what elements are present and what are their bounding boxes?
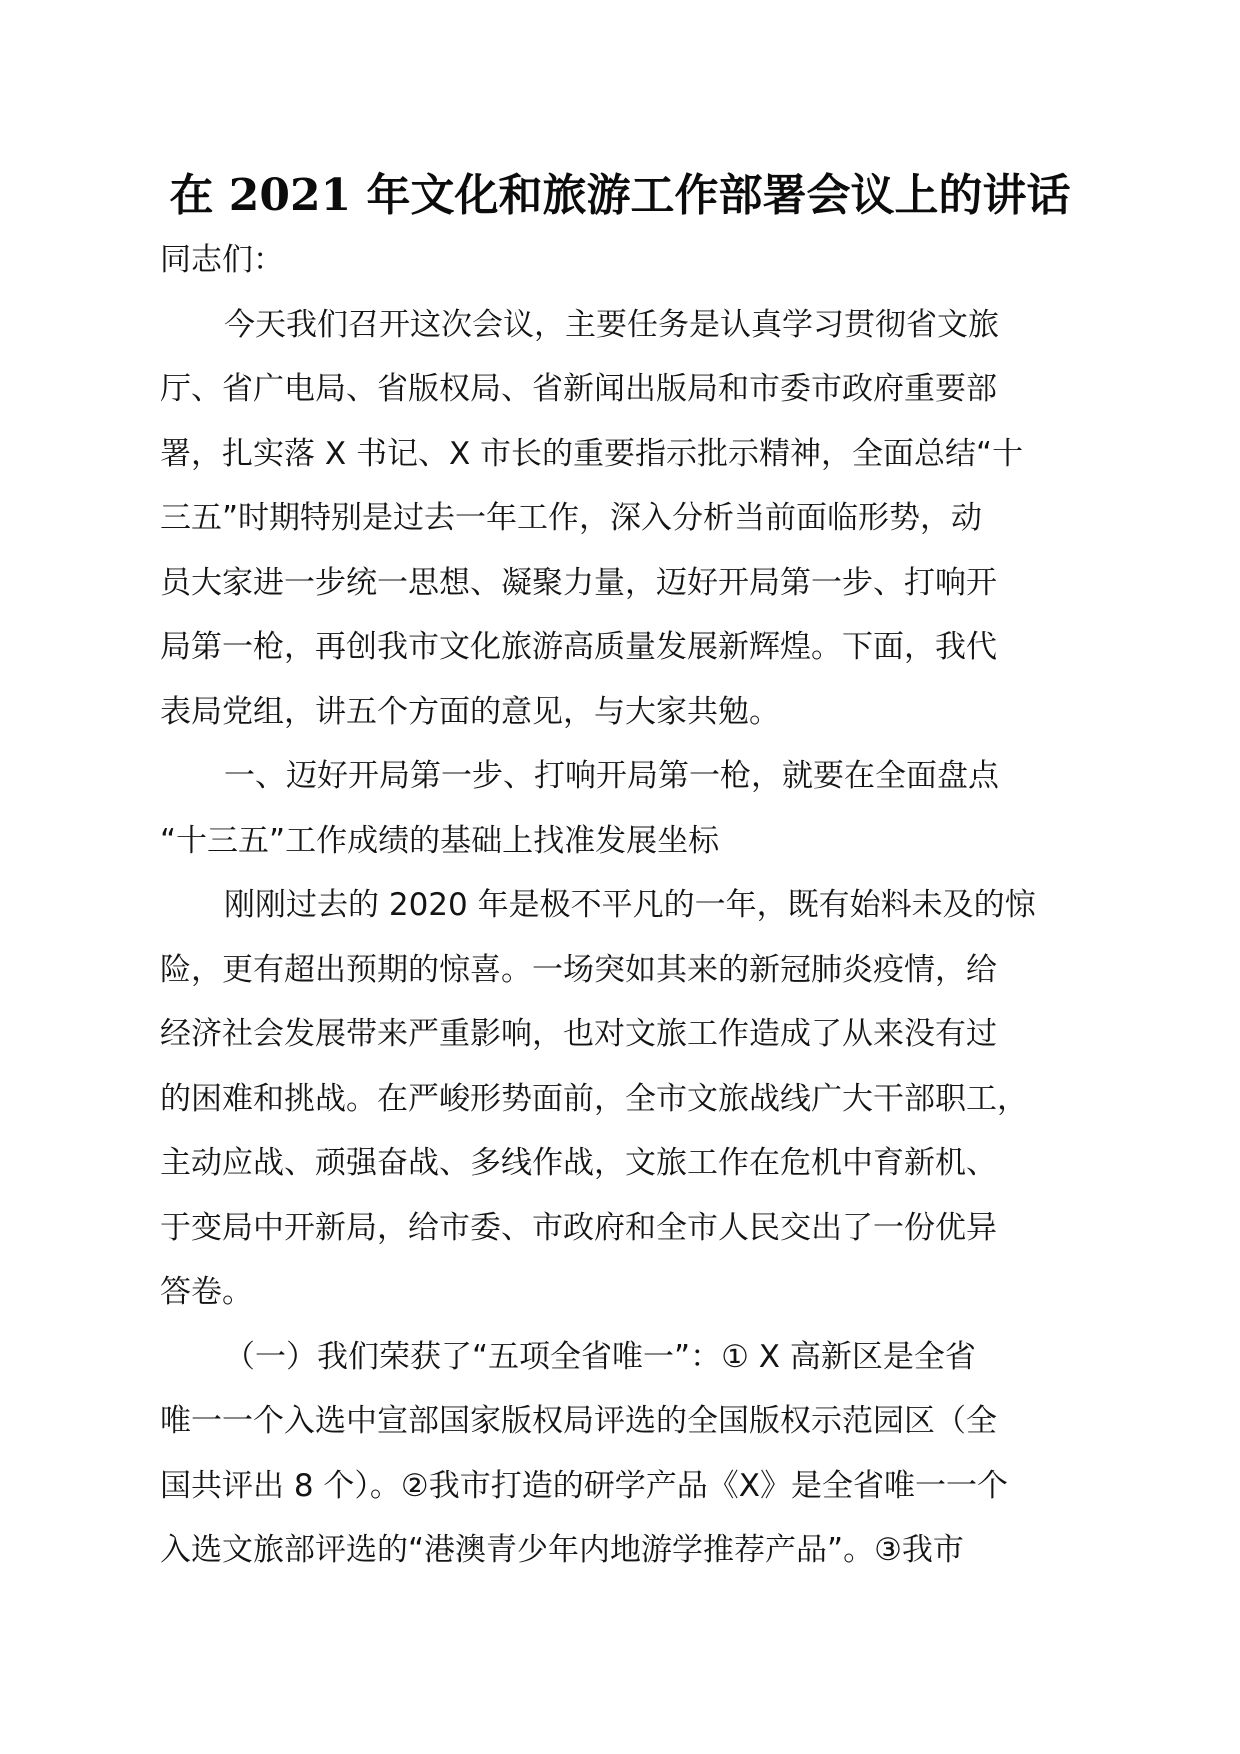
paragraph-intro (160, 293, 1100, 745)
paragraph-five-firsts (160, 1325, 1100, 1583)
heading-line: 一、迈好开局第一步、打响开局第一枪，就要在全面盘点 (224, 758, 999, 794)
salutation: 同志们： (160, 242, 284, 278)
document-title: 在 2021 年文化和旅游工作部署会议上的讲话 (169, 170, 1071, 221)
paragraph-line: 主动应战、顽强奋战、多线作战，文旅工作在危机中育新机、 (160, 1145, 997, 1181)
paragraph-line: 表局党组，讲五个方面的意见，与大家共勉。 (160, 693, 780, 730)
paragraph-line: 险，更有超出预期的惊喜。一场突如其来的新冠肺炎疫情，给 (160, 951, 997, 988)
paragraph-line: 的困难和挑战。在严峻形势面前，全市文旅战线广大干部职工， (160, 1080, 1028, 1117)
paragraph-line: 署，扎实落 X 书记、X 市长的重要指示批示精神，全面总结“十 (160, 435, 1024, 472)
paragraph-line: 员大家进一步统一思想、凝聚力量，迈好开局第一步、打响开 (160, 564, 997, 601)
paragraph-line: （一）我们荣获了“五项全省唯一”：① X 高新区是全省 (224, 1338, 976, 1375)
paragraph-line: 经济社会发展带来严重影响，也对文旅工作造成了从来没有过 (160, 1016, 997, 1052)
paragraph-line: 于变局中开新局，给市委、市政府和全市人民交出了一份优异 (160, 1209, 997, 1246)
document-body (160, 228, 1100, 1583)
paragraph-line: 厅、省广电局、省版权局、省新闻出版局和市委市政府重要部 (160, 371, 997, 407)
section-heading-1 (160, 744, 1100, 873)
paragraph-line: 三五”时期特别是过去一年工作，深入分析当前面临形势，动 (160, 500, 983, 536)
paragraph-line: 今天我们召开这次会议，主要任务是认真学习贯彻省文旅 (224, 306, 999, 343)
paragraph-line: 局第一枪，再创我市文化旅游高质量发展新辉煌。下面，我代 (160, 629, 997, 665)
paragraph-line: 国共评出 8 个）。②我市打造的研学产品《X》是全省唯一一个 (160, 1467, 1008, 1504)
paragraph-2020-review (160, 873, 1100, 1325)
paragraph-line: 刚刚过去的 2020 年是极不平凡的一年，既有始料未及的惊 (224, 887, 1036, 923)
heading-line: “十三五”工作成绩的基础上找准发展坐标 (160, 822, 720, 859)
paragraph-line: 入选文旅部评选的“港澳青少年内地游学推荐产品”。③我市 (160, 1532, 964, 1568)
paragraph-line: 答卷。 (160, 1274, 253, 1310)
paragraph-line: 唯一一个入选中宣部国家版权局评选的全国版权示范园区（全 (160, 1403, 997, 1439)
